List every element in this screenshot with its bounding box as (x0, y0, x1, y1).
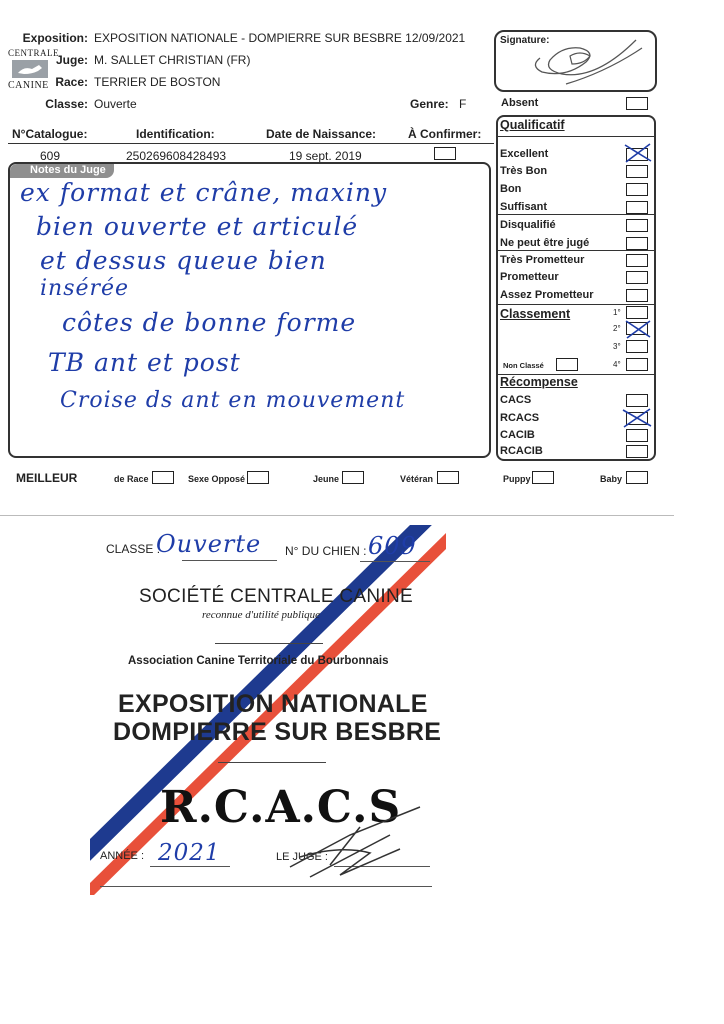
absent-label: Absent (501, 97, 539, 109)
card-classe-label: CLASSE : (106, 542, 161, 556)
cacib-checkbox[interactable] (626, 429, 648, 442)
place-1-label: 1° (613, 308, 621, 317)
genre-label: Genre: (410, 97, 449, 111)
notes-line-2: bien ouverte et articulé (36, 212, 359, 241)
card-chien-label: N° DU CHIEN : (285, 544, 367, 558)
non-classe-checkbox[interactable] (556, 358, 578, 371)
notes-line-3: et dessus queue bien (40, 246, 327, 275)
classement-divider (496, 304, 656, 305)
place-3-label: 3° (613, 342, 621, 351)
recompense-cacib: CACIB (500, 429, 535, 441)
notes-line-4: insérée (40, 276, 130, 301)
qualificatif-divider-3 (496, 250, 656, 251)
judge-notes-header (10, 164, 114, 178)
absent-checkbox[interactable] (626, 97, 648, 110)
place-4-label: 4° (613, 360, 621, 369)
exposition-label: Exposition: (22, 31, 88, 45)
classement-title: Classement (500, 307, 571, 321)
rcacs-check-mark-icon (620, 407, 654, 429)
notes-line-5: côtes de bonne forme (62, 308, 357, 337)
place-4-checkbox[interactable] (626, 358, 648, 371)
confirm-header: À Confirmer: (408, 127, 482, 141)
meilleur-veteran-label: Vétéran (400, 474, 434, 484)
meilleur-veteran-checkbox[interactable] (437, 471, 459, 484)
recompense-cacs: CACS (500, 394, 532, 406)
classe-label: Classe: (45, 97, 88, 111)
society-divider (215, 643, 323, 644)
meilleur-sexe-oppose-label: Sexe Opposé (188, 474, 246, 484)
qualificatif-divider (496, 136, 656, 137)
meilleur-jeune-label: Jeune (313, 474, 340, 484)
society-subtitle: reconnue d'utilité publique (202, 609, 321, 621)
recompense-title: Récompense (500, 375, 578, 389)
logo-text-top: CENTRALE (8, 48, 59, 58)
ne-peut-etre-juge-checkbox[interactable] (626, 237, 648, 250)
logo-text-bottom: CANINE (8, 80, 49, 91)
card-expo-line-1: EXPOSITION NATIONALE (118, 690, 428, 718)
qualificatif-bon: Bon (500, 183, 522, 195)
expo-divider (218, 762, 326, 763)
association-name: Association Canine Territoriale du Bourbonnais (128, 655, 389, 667)
judge-notes-title: Notes du Juge (30, 164, 106, 176)
recompense-rcacs: RCACS (500, 412, 540, 424)
catalogue-number: 609 (40, 149, 61, 163)
annee-value: 2021 (158, 840, 221, 866)
qualificatif-suffisant: Suffisant (500, 201, 548, 213)
card-classe-underline (182, 560, 277, 561)
meilleur-jeune-checkbox[interactable] (342, 471, 364, 484)
qualificatif-title: Qualificatif (500, 118, 565, 132)
place-2-label: 2° (613, 324, 621, 333)
identification-header: Identification: (136, 127, 215, 141)
tear-line (0, 515, 674, 516)
card-bottom-line (100, 886, 432, 887)
meilleur-puppy-label: Puppy (503, 474, 531, 484)
card-classe-value: Ouverte (156, 530, 262, 558)
cacs-checkbox[interactable] (626, 394, 648, 407)
award-title: R.C.A.C.S (160, 782, 402, 833)
catalogue-divider (8, 143, 494, 144)
juge-label: Juge: (55, 53, 88, 67)
place-3-checkbox[interactable] (626, 340, 648, 353)
race-value: TERRIER DE BOSTON (94, 75, 221, 89)
annee-underline (150, 866, 230, 867)
le-juge-label: LE JUGE : (276, 851, 328, 863)
notes-line-6: TB ant et post (48, 348, 241, 377)
signature-label: Signature: (500, 35, 550, 46)
qualificatif-ne-peut-etre-juge: Ne peut être jugé (500, 237, 590, 249)
disqualifie-checkbox[interactable] (626, 219, 648, 232)
genre-value: F (459, 97, 467, 111)
classe-value: Ouverte (94, 97, 137, 111)
non-classe-label: Non Classé (503, 361, 544, 370)
place-2-check-mark-icon (623, 318, 653, 340)
birth-date: 19 sept. 2019 (289, 149, 362, 163)
notes-line-7: Croise ds ant en mouvement (60, 388, 406, 413)
meilleur-baby-checkbox[interactable] (626, 471, 648, 484)
judge-signature-scribble (526, 34, 651, 90)
catalogue-header: N°Catalogue: (12, 127, 88, 141)
meilleur-de-race-checkbox[interactable] (152, 471, 174, 484)
tres-prometteur-checkbox[interactable] (626, 254, 648, 267)
qualificatif-tres-prometteur: Très Prometteur (500, 254, 585, 266)
excellent-check-mark-icon (622, 142, 654, 164)
exposition-value: EXPOSITION NATIONALE - DOMPIERRE SUR BESBRE 12/09/2021 (94, 31, 466, 45)
meilleur-title: MEILLEUR (16, 471, 78, 485)
notes-line-1: ex format et crâne, maxiny (20, 178, 388, 207)
card-expo-line-2: DOMPIERRE SUR BESBRE (113, 718, 442, 746)
race-label: Race: (55, 75, 88, 89)
juge-value: M. SALLET CHRISTIAN (FR) (94, 53, 251, 67)
card-chien-underline (360, 561, 430, 562)
qualificatif-excellent: Excellent (500, 148, 549, 160)
bon-checkbox[interactable] (626, 183, 648, 196)
signature-box[interactable] (494, 30, 657, 92)
identification-number: 250269608428493 (126, 149, 227, 163)
qualificatif-prometteur: Prometteur (500, 271, 559, 283)
qualificatif-disqualifie: Disqualifié (500, 219, 556, 231)
recompense-rcacib: RCACIB (500, 445, 543, 457)
suffisant-checkbox[interactable] (626, 201, 648, 214)
qualificatif-tres-bon: Très Bon (500, 165, 548, 177)
card-chien-value: 609 (368, 532, 417, 560)
confirm-checkbox[interactable] (434, 147, 456, 160)
birthdate-header: Date de Naissance: (266, 127, 377, 141)
annee-label: ANNÉE : (100, 850, 145, 862)
prometteur-checkbox[interactable] (626, 271, 648, 284)
card-judge-signature-scribble (280, 805, 430, 885)
rcacib-checkbox[interactable] (626, 445, 648, 458)
tres-bon-checkbox[interactable] (626, 165, 648, 178)
qualificatif-divider-2 (496, 214, 656, 215)
meilleur-puppy-checkbox[interactable] (532, 471, 554, 484)
meilleur-baby-label: Baby (600, 474, 623, 484)
society-name: SOCIÉTÉ CENTRALE CANINE (139, 586, 414, 607)
meilleur-sexe-oppose-checkbox[interactable] (247, 471, 269, 484)
qualificatif-assez-prometteur: Assez Prometteur (500, 289, 594, 301)
assez-prometteur-checkbox[interactable] (626, 289, 648, 302)
meilleur-de-race-label: de Race (114, 474, 149, 484)
